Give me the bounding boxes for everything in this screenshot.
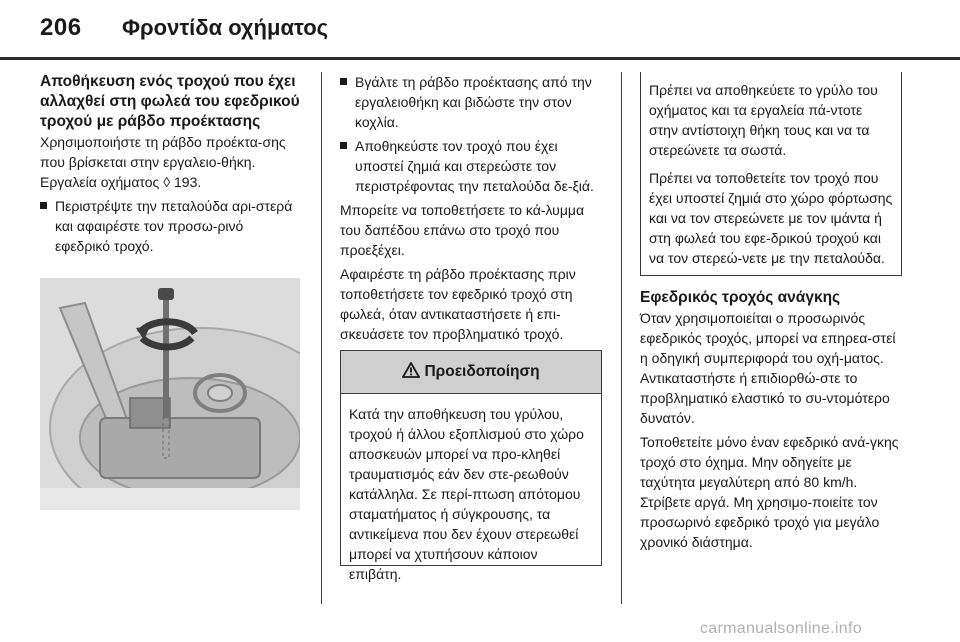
warning-triangle-icon	[402, 362, 420, 383]
spare-wheel-drawing	[40, 278, 300, 510]
floor-cover-paragraph: Μπορείτε να τοποθετήσετε το κά-λυμμα του δαπέδου επάνω στο τροχό που προεξέχει.	[340, 202, 585, 258]
intro-paragraph: Χρησιμοποιήστε τη ράβδο προέκτα-σης που βρίσκεται στην εργαλειο-θήκη. Εργαλεία οχήματος ◊ 193.	[40, 134, 286, 190]
section-heading-store-wheel: Αποθήκευση ενός τροχού που έχει αλλαχθεί στη φωλεά του εφεδρικού τροχού με ράβδο προέκτασης	[40, 73, 300, 130]
column-1	[40, 72, 302, 260]
page-number: 206	[40, 14, 82, 41]
column-divider-1	[321, 72, 322, 604]
spare-wheel-illustration	[40, 278, 300, 510]
square-bullet-icon	[340, 78, 347, 85]
section-heading-temporary-spare: Εφεδρικός τροχός ανάγκης	[640, 289, 841, 306]
square-bullet-icon	[40, 202, 47, 209]
watermark: carmanualsonline.info	[700, 620, 862, 637]
remove-rod-paragraph: Αφαιρέστε τη ράβδο προέκτασης πριν τοποθετήσετε τον εφεδρικό τροχό στη φωλεά, όταν αντικαταστήσετε ή επι-σκευάσετε τον προβληματικό τροχό.	[340, 266, 576, 342]
page-title: Φροντίδα οχήματος	[122, 15, 329, 40]
list-item: Περιστρέψτε την πεταλούδα αρι-στερά και αφαιρέστε τον προσω-ρινό εφεδρικό τροχό.	[40, 196, 302, 256]
notice-paragraph-2: Πρέπει να τοποθετείτε τον τροχό που έχει υποστεί ζημιά στο χώρο φόρτωσης και να τον στερεώνετε με τον ιμάντα ή στη φωλεά του εφε-δρικού τροχού και να τον στερεώ-νετε με την πεταλούδα.	[649, 170, 893, 266]
warning-header	[341, 350, 601, 394]
bullet-list-2	[340, 72, 602, 196]
list-item: Βγάλτε τη ράβδο προέκτασης από την εργαλειοθήκη και βιδώστε την στον κοχλία.	[340, 72, 602, 132]
page-header	[0, 0, 960, 62]
list-item: Αποθηκεύστε τον τροχό που έχει υποστεί ζημιά και στερεώστε τον περιστρέφοντας την πεταλούδα δε-ξιά.	[340, 136, 602, 196]
notice-box	[640, 72, 902, 276]
warning-box	[340, 350, 602, 582]
column-divider-2	[621, 72, 622, 604]
warning-text: Κατά την αποθήκευση του γρύλου, τροχού ή άλλου εξοπλισμού στο χώρο αποσκευών μπορεί να προ-κληθεί τραυματισμός εάν δεν στε-ρεωθούν κατάλληλα. Σε περί-πτωση απότομου σταματήματος ή σύγκρουσης, τα αντικείμενα που δεν έχουν στερεωθεί μπορεί να χτυπήσουν κάποιον επιβάτη.	[349, 406, 584, 582]
header-rule	[0, 57, 960, 60]
bullet-list-1	[40, 196, 302, 256]
notice-paragraph-1: Πρέπει να αποθηκεύετε το γρύλο του οχήματος και τα εργαλεία πά-ντοτε στην αντίστοιχη θήκη τους και να τα στερεώνετε τα σωστά.	[649, 82, 878, 158]
column-2	[340, 72, 602, 348]
warning-title: Προειδοποίηση	[424, 363, 540, 380]
temporary-spare-section	[640, 288, 902, 556]
temporary-spare-paragraph-1: Όταν χρησιμοποιείται ο προσωρινός εφεδρικός τροχός, μπορεί να επηρεα-στεί η οδηγική συμπεριφορά του οχή-ματος. Αντικαταστήστε ή επιδιορθώ-στε το προβληματικό ελαστικό το συ-ντομότερο δυνατόν.	[640, 310, 896, 426]
square-bullet-icon	[340, 142, 347, 149]
temporary-spare-paragraph-2: Τοποθετείτε μόνο έναν εφεδρικό ανά-γκης τροχό στο όχημα. Μην οδηγείτε με ταχύτητα μεγαλύτερη από 80 km/h. Στρίβετε αργά. Μη χρησιμο-ποιείτε τον προσωρινό εφεδρικό τροχό για μεγάλο χρονικό διάστημα.	[640, 434, 899, 550]
